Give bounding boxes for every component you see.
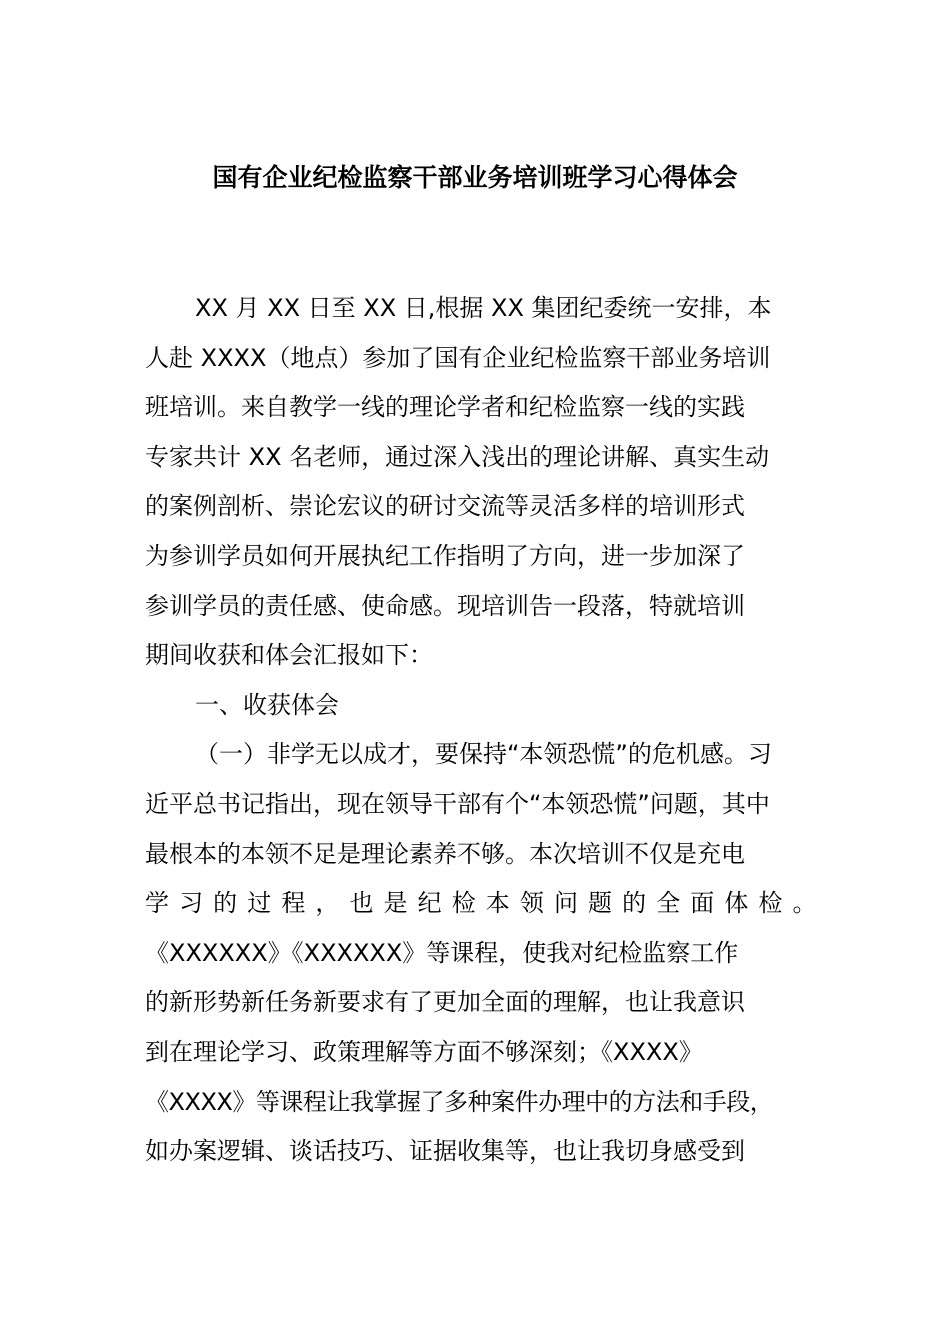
paragraph-line: 近平总书记指出，现在领导干部有个“本领恐慌”问题，其中 — [145, 789, 770, 818]
document-title: 国有企业纪检监察干部业务培训班学习心得体会 — [212, 163, 738, 192]
subsection-heading-line: （一）非学无以成才，要保持“本领恐慌”的危机感。习 — [195, 740, 772, 769]
paragraph-line: 《XXXXXX》《XXXXXX》等课程，使我对纪检监察工作 — [145, 938, 739, 967]
paragraph-line: 专家共计 XX 名老师，通过深入浅出的理论讲解、真实生动 — [145, 442, 770, 471]
document-body — [145, 284, 835, 1177]
paragraph-line: 如办案逻辑、谈话技巧、证据收集等，也让我切身感受到 — [145, 1137, 745, 1166]
paragraph-line: 到在理论学习、政策理解等方面不够深刻；《XXXX》 — [145, 1037, 703, 1066]
paragraph-line: 为参训学员如何开展执纪工作指明了方向，进一步加深了 — [145, 541, 745, 570]
paragraph-line: 的案例剖析、崇论宏议的研讨交流等灵活多样的培训形式 — [145, 492, 745, 521]
paragraph-line: 人赴 XXXX（地点）参加了国有企业纪检监察干部业务培训 — [145, 343, 771, 372]
paragraph-line: 期间收获和体会汇报如下： — [145, 641, 433, 670]
paragraph-line: 的新形势新任务新要求有了更加全面的理解，也让我意识 — [145, 988, 745, 1017]
paragraph-line: 《XXXX》等课程让我掌握了多种案件办理中的方法和手段， — [145, 1087, 774, 1116]
paragraph-line: XX 月 XX 日至 XX 日,根据 XX 集团纪委统一安排，本 — [195, 294, 772, 322]
paragraph-line: 学习的过程，也是纪检本领问题的全面体检。 — [145, 889, 827, 918]
section-heading: 一、收获体会 — [195, 690, 339, 719]
paragraph-line: 最根本的本领不足是理论素养不够。本次培训不仅是充电 — [145, 839, 745, 868]
paragraph-line: 参训学员的责任感、使命感。现培训告一段落，特就培训 — [145, 591, 745, 620]
paragraph-line: 班培训。来自教学一线的理论学者和纪检监察一线的实践 — [145, 393, 745, 422]
